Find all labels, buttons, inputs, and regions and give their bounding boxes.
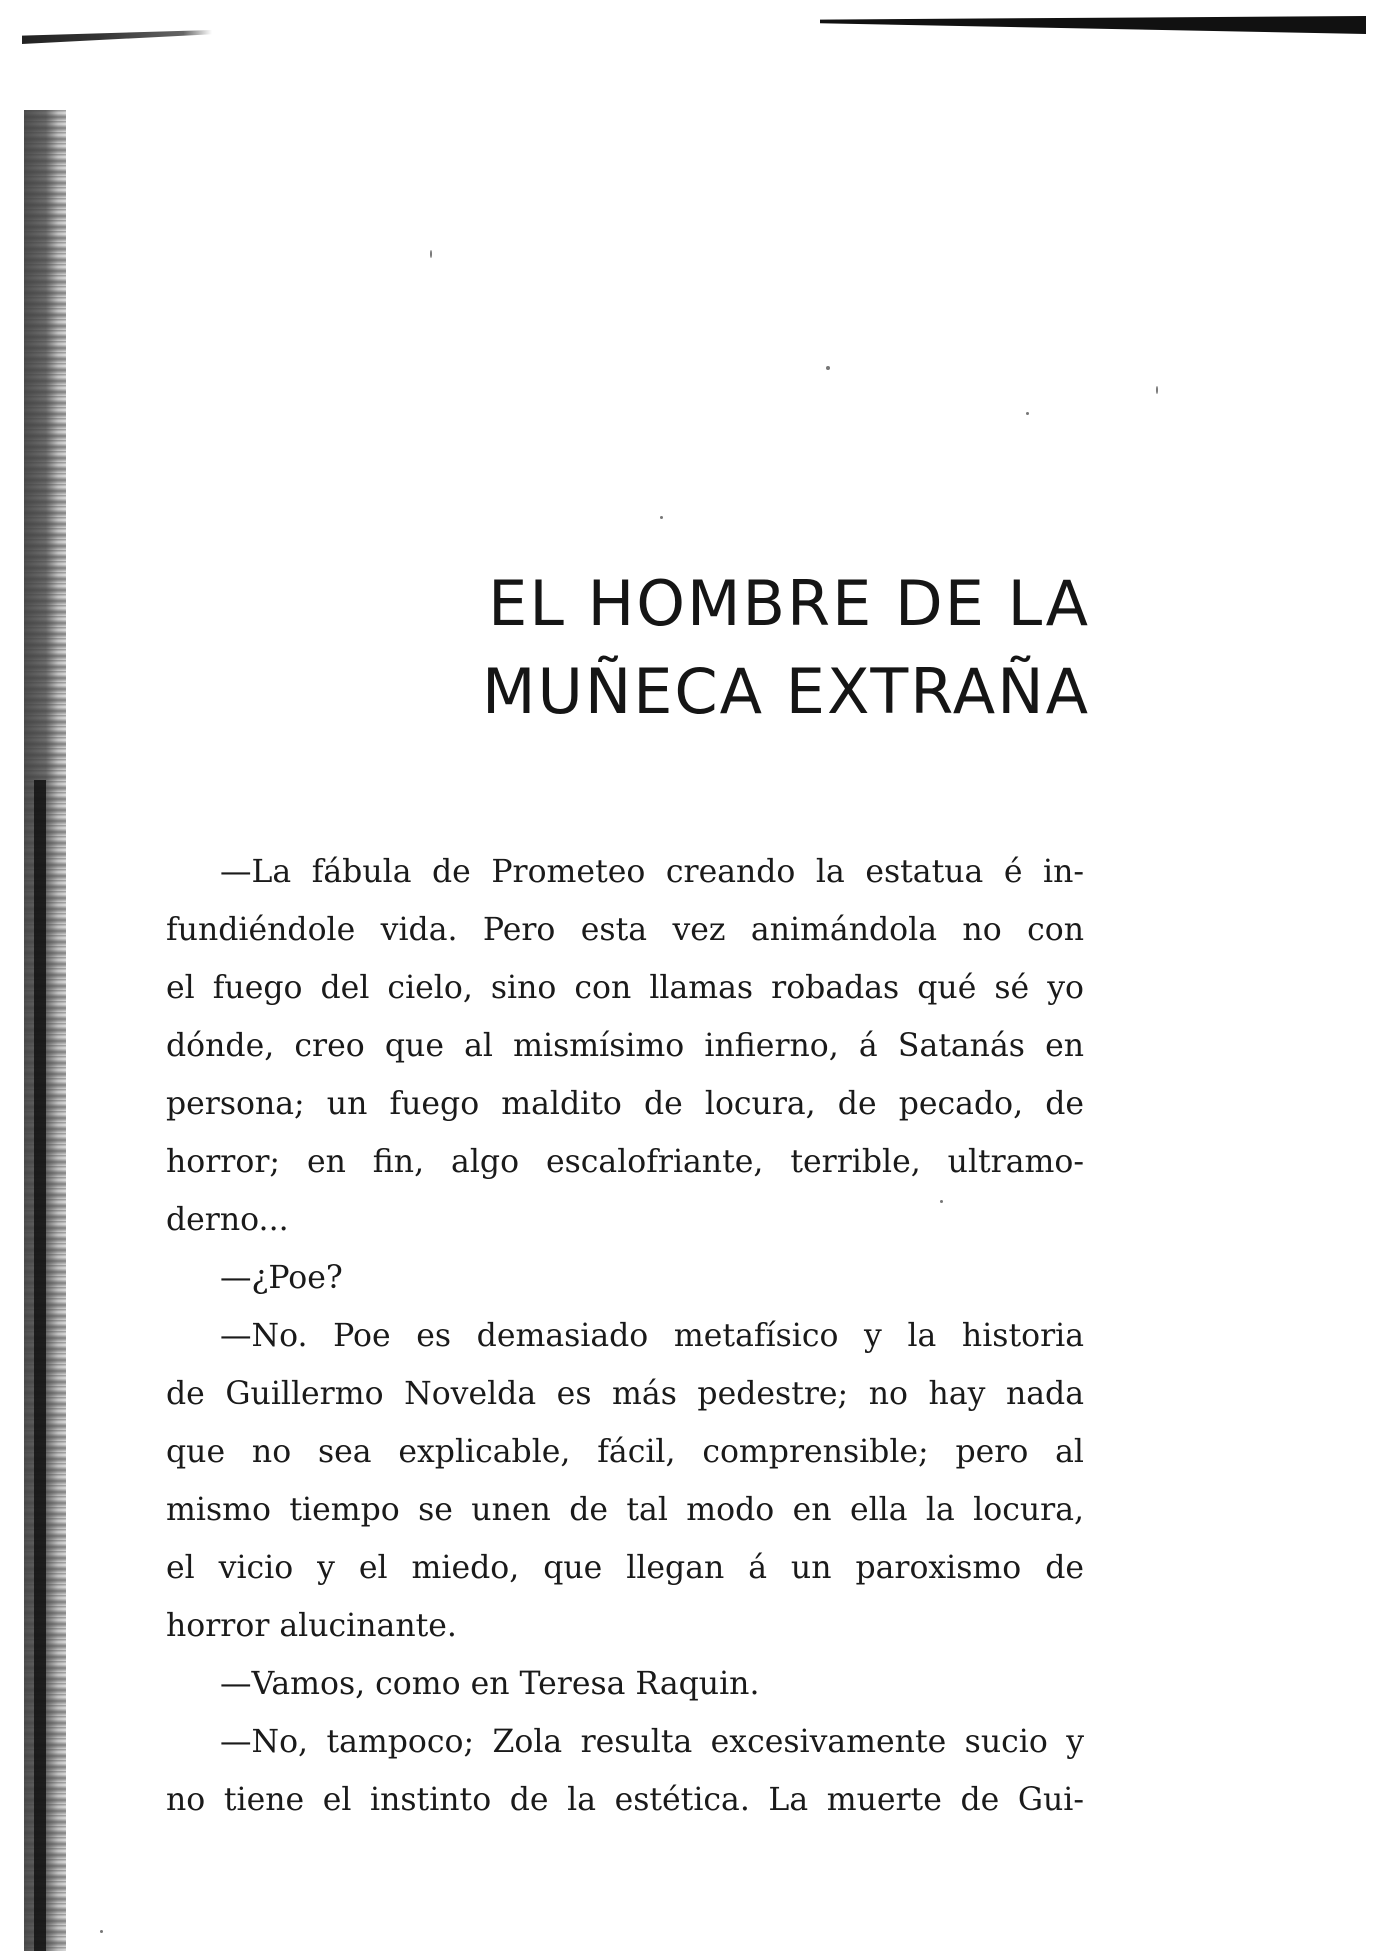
scan-speck [100,1930,103,1933]
text-line: —No, tampoco; Zola resulta excesivamente sucio y [220,1724,1084,1760]
text-line: mismo tiempo se unen de tal modo en ella la locura, [166,1492,1084,1528]
scan-speck [826,366,830,370]
scan-speck [1156,386,1158,394]
text-line: horror alucinante. [166,1608,457,1644]
text-line: —Vamos, como en Teresa Raquin. [220,1666,760,1702]
book-binding-gutter [34,780,46,1951]
text-line: persona; un fuego maldito de locura, de pecado, de [166,1086,1084,1122]
text-line: —La fábula de Prometeo creando la estatua é in- [220,854,1084,890]
chapter-title [430,560,1090,736]
text-line: dónde, creo que al mismísimo infierno, á Satanás en [166,1028,1084,1064]
chapter-title-line-2: MUÑECA EXTRAÑA [481,655,1090,728]
chapter-title-line-1: EL HOMBRE DE LA [488,567,1090,640]
text-line: fundiéndole vida. Pero esta vez animándola no con [166,912,1084,948]
body-text [166,843,1084,1829]
text-line: de Guillermo Novelda es más pedestre; no hay nada [166,1376,1084,1412]
text-line: horror; en fin, algo escalofriante, terrible, ultramo- [166,1144,1084,1180]
scan-edge-mark-right [820,16,1366,34]
text-line: que no sea explicable, fácil, comprensible; pero al [166,1434,1084,1470]
text-line: el vicio y el miedo, que llegan á un paroxismo de [166,1550,1084,1586]
text-line: —No. Poe es demasiado metafísico y la historia [220,1318,1084,1354]
text-line: —¿Poe? [220,1260,343,1296]
scan-speck [430,250,432,258]
text-line: no tiene el instinto de la estética. La muerte de Gui- [166,1782,1084,1818]
text-line: el fuego del cielo, sino con llamas robadas qué sé yo [166,970,1084,1006]
scan-speck [660,516,663,519]
text-line: derno... [166,1202,289,1238]
scan-speck [1026,412,1029,415]
scan-edge-mark-left [22,30,212,44]
